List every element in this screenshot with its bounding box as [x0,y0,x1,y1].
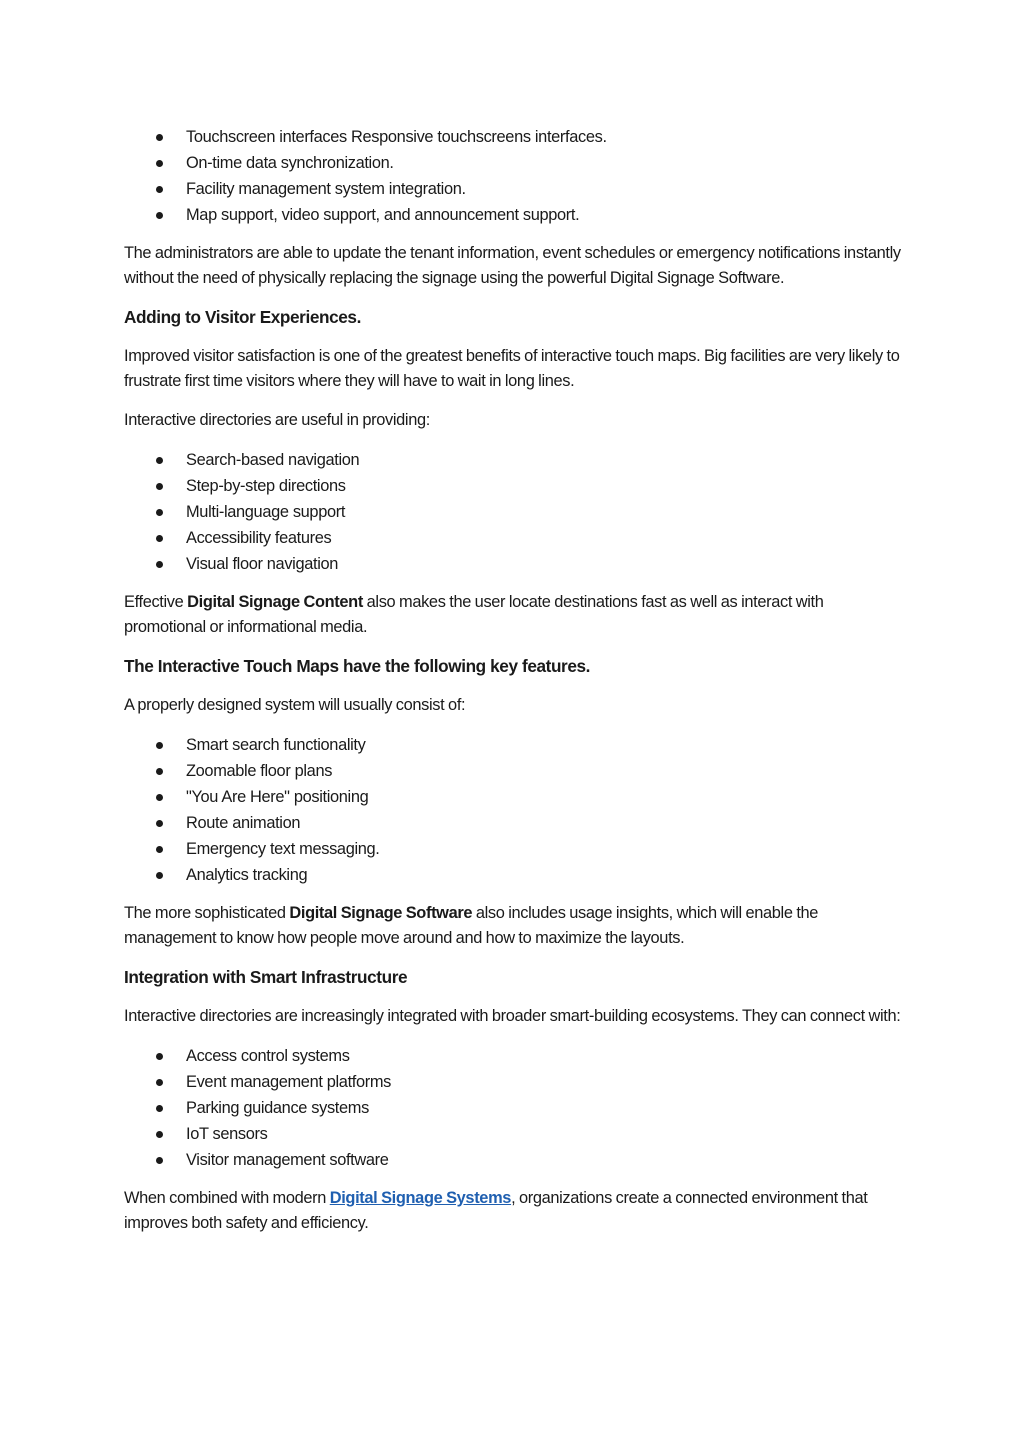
bullet-icon [156,1053,163,1060]
bullet-icon [156,457,163,464]
list-item: Route animation [124,810,904,836]
directory-benefits-list [124,447,904,577]
bold-term: Digital Signage Content [187,593,363,611]
paragraph-system-consists: A properly designed system will usually consist of: [124,696,466,714]
document-page [124,124,904,1250]
paragraph-administrators: The administrators are able to update the tenant information, event schedules or emergency notifications instantly without the need of physically replacing the signage using the powerful Digital Signage Software. [124,244,901,287]
paragraph-directories-useful: Interactive directories are useful in providing: [124,411,430,429]
paragraph-integration: Interactive directories are increasingly integrated with broader smart-building ecosystems. They can connect with: [124,1007,901,1025]
list-item: Search-based navigation [124,447,904,473]
heading-visitor-experiences: Adding to Visitor Experiences. [124,307,361,327]
paragraph-conclusion: When combined with modern Digital Signage Systems, organizations create a connected environment that improves both safety and efficiency. [124,1189,868,1232]
list-item: Zoomable floor plans [124,758,904,784]
bullet-icon [156,1157,163,1164]
paragraph-signage-content: Effective Digital Signage Content also makes the user locate destinations fast as well as interact with promotional or informational media. [124,593,824,636]
list-item: IoT sensors [124,1121,904,1147]
bullet-icon [156,186,163,193]
bullet-icon [156,134,163,141]
bullet-icon [156,820,163,827]
list-item: Smart search functionality [124,732,904,758]
paragraph-visitor-satisfaction: Improved visitor satisfaction is one of the greatest benefits of interactive touch maps. Big facilities are very likely to frustrate first time visitors where they will have to wait in long lines. [124,347,900,390]
list-item: On-time data synchronization. [124,150,904,176]
list-item: Visitor management software [124,1147,904,1173]
list-item: Analytics tracking [124,862,904,888]
bullet-icon [156,561,163,568]
digital-signage-systems-link[interactable]: Digital Signage Systems [329,1189,512,1207]
list-item: "You Are Here" positioning [124,784,904,810]
list-item: Visual floor navigation [124,551,904,577]
list-item: Event management platforms [124,1069,904,1095]
list-item: Emergency text messaging. [124,836,904,862]
heading-key-features: The Interactive Touch Maps have the following key features. [124,656,591,676]
bullet-icon [156,483,163,490]
bold-term: Digital Signage Software [289,904,473,922]
bullet-icon [156,1079,163,1086]
list-item: Accessibility features [124,525,904,551]
bullet-icon [156,768,163,775]
list-item: Parking guidance systems [124,1095,904,1121]
list-item: Step-by-step directions [124,473,904,499]
bullet-icon [156,212,163,219]
list-item: Map support, video support, and announcement support. [124,202,904,228]
list-item: Access control systems [124,1043,904,1069]
list-item: Facility management system integration. [124,176,904,202]
features-list [124,124,904,228]
key-features-list [124,732,904,888]
bullet-icon [156,872,163,879]
integrations-list [124,1043,904,1173]
bullet-icon [156,1105,163,1112]
bullet-icon [156,794,163,801]
bullet-icon [156,1131,163,1138]
bullet-icon [156,535,163,542]
list-item: Touchscreen interfaces Responsive touchscreens interfaces. [124,124,904,150]
bullet-icon [156,509,163,516]
heading-smart-infrastructure: Integration with Smart Infrastructure [124,967,408,987]
bullet-icon [156,160,163,167]
bullet-icon [156,846,163,853]
list-item: Multi-language support [124,499,904,525]
paragraph-signage-software: The more sophisticated Digital Signage Software also includes usage insights, which will enable the management to know how people move around and how to maximize the layouts. [124,904,819,947]
bullet-icon [156,742,163,749]
